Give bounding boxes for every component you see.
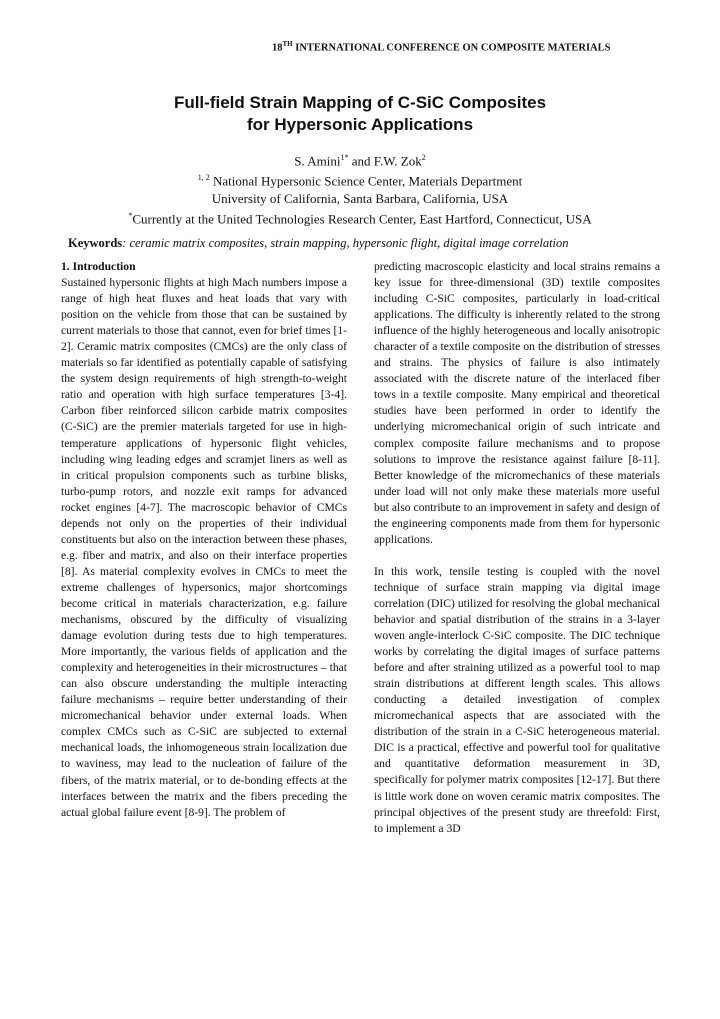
keywords-text: : ceramic matrix composites, strain mapping, hypersonic flight, digital image correlation — [122, 236, 569, 250]
title-line-2: for Hypersonic Applications — [246, 115, 474, 134]
paragraph-gap — [374, 548, 660, 564]
author-1-sup: 1* — [340, 153, 349, 162]
intro-paragraph-3: In this work, tensile testing is coupled with the novel technique of surface strain mapping via digital image correlation (DIC) utilized for resolving the global mechanical behavior and spatial distribution of the strains in a 3-layer woven angle-interlock C-SiC composite. The DIC technique works by correlating the digital images of surface patterns before and after straining utilized as a powerful tool to map strain distributions at different length scales. This allows conducting a detailed investigation of complex micromechanical aspects that are associated with the distribution of the strain in a C-SiC heterogeneous material. DIC is a practical, effective and powerful tool for qualitative and quantitative deformation measurement in 3D, specifically for polymer matrix composites [12-17]. But there is little work done on woven ceramic matrix composites. The principal objectives of the present study are threefold: First, to implement a 3D — [374, 564, 660, 835]
author-2: and F.W. Zok — [348, 153, 422, 169]
intro-paragraph-2: predicting macroscopic elasticity and local strains remains a key issue for three-dimensional (3D) textile composites including C-SiC composites, particularly in load-critical applications. The difficulty is inherently related to the strong influence of the highly heterogeneous and locally anisotropic character of a textile composite on the distribution of stresses and strains. The physics of failure is also intimately associated with the discrete nature of the interlaced fiber tows in a textile composite. Many empirical and theoretical studies have been performed in order to identify the underlying micromechanical origin of such intricate and complex composite failure mechanisms and to propose solutions to improve the resistance against failure [8-11]. Better knowledge of the micromechanics of these materials under load will not only make these materials more useful but also contribute to an improvement in safety and design of the engineering components made from them for hypersonic applications. — [374, 260, 660, 546]
affiliation-1-text: National Hypersonic Science Center, Materials Department — [209, 173, 523, 189]
author-names — [0, 149, 720, 169]
section-heading: 1. Introduction — [61, 260, 136, 273]
author-1: S. Amini — [294, 153, 341, 169]
author-block — [0, 149, 720, 227]
title-line-1: Full-field Strain Mapping of C-SiC Composites — [173, 93, 547, 112]
intro-paragraph-1: Sustained hypersonic flights at high Mach numbers impose a range of high heat fluxes and heat loads that vary with position on the vehicle from those that can be sustained by current materials to those that cannot, even for brief times [1-2]. Ceramic matrix composites (CMCs) are the only class of materials so far identified as potentially capable of satisfying the system design requirements of high strength-to-weight ratio and operation with high surface temperatures [3-4]. Carbon fiber reinforced silicon carbide matrix composites (C-SiC) are the premier materials targeted for use in high-temperature applications of hypersonic flight vehicles, including wing leading edges and scramjet liners as well as in critical propulsion components such as turbine blisks, turbo-pump rotors, and nozzle exit ramps for advanced rocket engines [4-7]. The macroscopic behavior of CMCs depends not only on the properties of their individual constituents but also on the interaction between these phases, e.g. fiber and matrix, and also on their interface properties [8]. As material complexity evolves in CMCs to meet the extreme challenges of hypersonics, major shortcomings become critical in materials characterization, e.g. failure mechanisms, obscured by the difficulty of visualizing damage evolution during tests due to high temperatures. More importantly, the various fields of application and the complexity and heterogeneities in their microstructures – that can also obscure understanding the multiple interacting failure mechanisms – require better understanding of their micromechanical behavior under external loads. When complex CMCs such as C-SiC are subjected to external mechanical loads, the inhomogeneous strain localization due to waviness, may lead to the nucleation of failure of the fibers, of the matrix material, or to de-bonding effects at the interfaces between the matrix and the fibers preceding the actual global failure event [8-9]. The problem of — [61, 276, 347, 819]
conf-name: INTERNATIONAL CONFERENCE ON COMPOSITE MATERIALS — [292, 42, 611, 54]
paper-title — [0, 92, 720, 136]
conf-number: 18 — [272, 42, 283, 54]
affiliation-2: University of California, Santa Barbara, California, USA — [211, 190, 509, 206]
affiliation-sup: 1, 2 — [197, 173, 210, 183]
author-2-sup: 2 — [421, 153, 426, 162]
author-note-text: Currently at the United Technologies Research Center, East Hartford, Connecticut, USA — [132, 210, 592, 226]
affiliation-1 — [0, 169, 720, 189]
keywords-label: Keywords — [68, 236, 123, 250]
keywords-line — [68, 236, 668, 251]
author-note-sup: * — [128, 210, 133, 220]
author-note — [0, 207, 720, 227]
left-column — [61, 259, 347, 821]
right-column — [374, 259, 660, 837]
conf-suffix: TH — [282, 40, 293, 48]
